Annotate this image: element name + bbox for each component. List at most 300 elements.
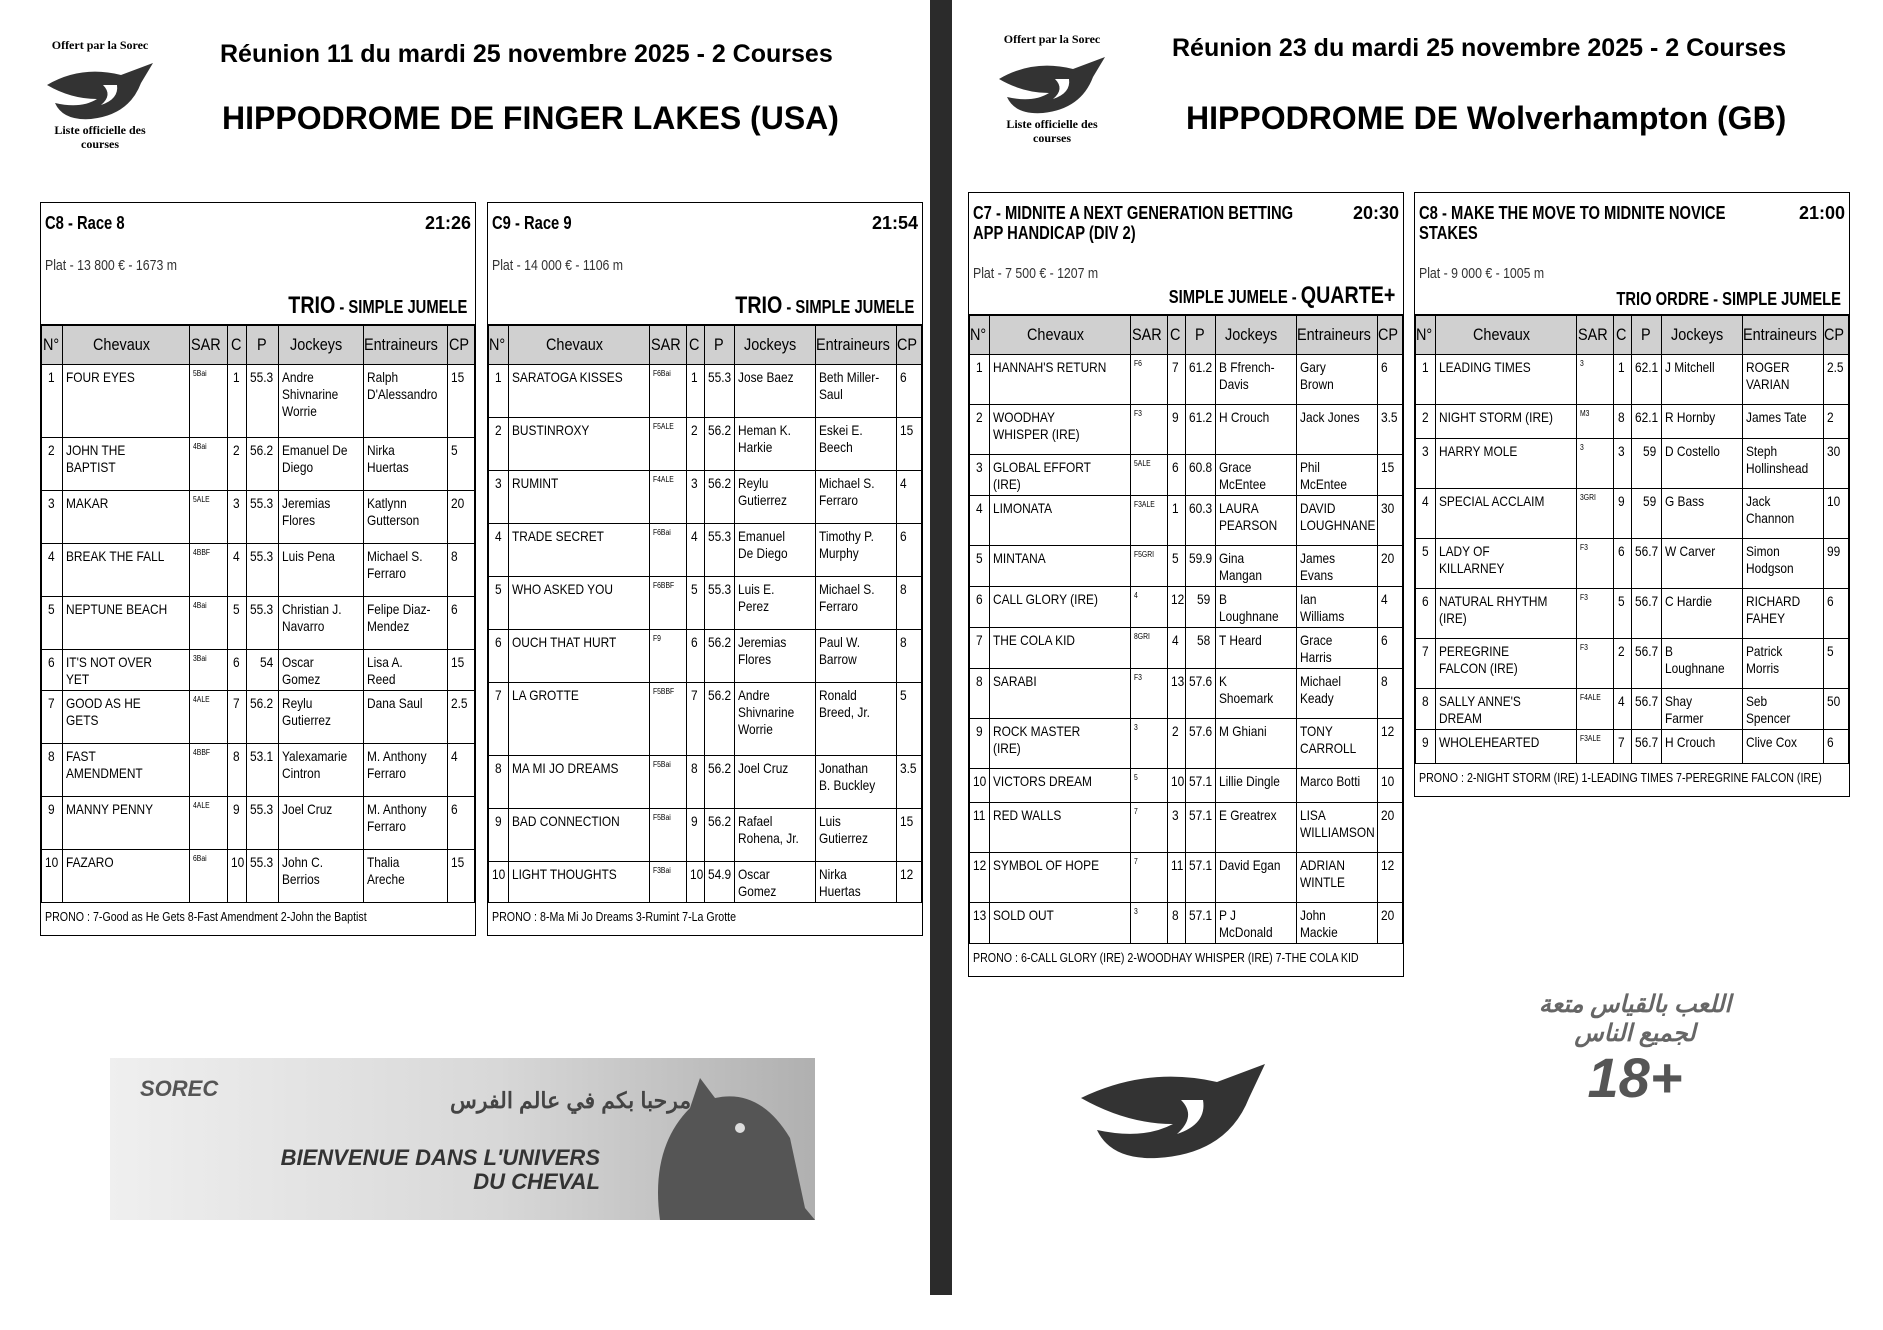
col-cote: 6 <box>1377 628 1402 669</box>
col-num: 8 <box>42 744 63 797</box>
sorec-mark-icon <box>1077 1058 1269 1160</box>
col-trainer: Nirka Huertas <box>815 862 896 903</box>
col-sar: 6Bai <box>190 850 228 903</box>
col-sar: 8GRI <box>1131 628 1167 669</box>
col-trainer: Seb Spencer <box>1742 689 1823 730</box>
col-horse: LADY OF KILLARNEY <box>1436 539 1577 589</box>
bet-type-secondary: - SIMPLE JUMELE <box>334 297 467 317</box>
col-jockey: Gina Mangan <box>1216 546 1297 587</box>
table-row <box>970 455 1403 496</box>
col-sar: 3 <box>1131 719 1167 769</box>
table-row <box>970 405 1403 455</box>
col-corde: 10 <box>686 862 704 903</box>
col-corde-header: C <box>1167 316 1185 355</box>
col-corde: 4 <box>1167 628 1185 669</box>
col-corde: 3 <box>228 491 247 544</box>
col-cote: 5 <box>1823 639 1848 689</box>
bet-type-secondary: QUARTE+ <box>1300 282 1395 309</box>
col-poids: 55.3 <box>247 491 279 544</box>
col-jockey: Andre Shivnarine Worrie <box>279 365 364 438</box>
col-cote: 10 <box>1377 769 1402 803</box>
race-header <box>41 203 475 325</box>
col-jockey: Yalexamarie Cintron <box>279 744 364 797</box>
col-poids: 56.7 <box>1631 539 1661 589</box>
race-card-c8-finger-lakes <box>40 202 476 936</box>
col-num: 11 <box>970 803 990 853</box>
col-num: 1 <box>42 365 63 438</box>
reunion-title-left: Réunion 11 du mardi 25 novembre 2025 - 2 Courses <box>220 40 833 68</box>
col-horse: FOUR EYES <box>63 365 190 438</box>
col-poids: 56.2 <box>704 809 734 862</box>
sorec-welcome-banner <box>110 1058 815 1220</box>
col-poids: 61.2 <box>1185 405 1215 455</box>
col-trainer: LISA WILLIAMSON <box>1296 803 1377 853</box>
table-header-row <box>489 326 922 365</box>
banner-brand: SOREC <box>140 1076 219 1101</box>
col-num-header: N° <box>489 326 509 365</box>
col-sar: F5BBF <box>650 683 686 756</box>
race-bet-types <box>1616 289 1841 310</box>
col-jockey: Reylu Gutierrez <box>279 691 364 744</box>
race-card-c9-finger-lakes <box>487 202 923 936</box>
col-corde: 8 <box>1167 903 1185 944</box>
col-corde-header: C <box>228 326 247 365</box>
table-row <box>42 491 475 544</box>
race-conditions: Plat - 7 500 € - 1207 m <box>973 265 1099 282</box>
col-jockey: Rafael Rohena, Jr. <box>735 809 816 862</box>
col-poids: 59.9 <box>1185 546 1215 587</box>
col-jockey-header: Jockeys <box>735 326 816 365</box>
col-trainer-header: Entraineurs <box>1742 316 1823 355</box>
col-jockey: Christian J. Navarro <box>279 597 364 650</box>
col-corde: 4 <box>686 524 704 577</box>
col-poids: 59 <box>1631 439 1661 489</box>
race-time: 21:54 <box>871 213 918 233</box>
col-corde: 9 <box>228 797 247 850</box>
col-jockey: B Loughnane <box>1216 587 1297 628</box>
col-cote: 3.5 <box>1377 405 1402 455</box>
col-corde: 5 <box>228 597 247 650</box>
table-row <box>970 587 1403 628</box>
col-num: 7 <box>489 683 509 756</box>
col-sar: F9 <box>650 630 686 683</box>
col-jockey: P J McDonald <box>1216 903 1297 944</box>
race-prono: PRONO : 7-Good as He Gets 8-Fast Amendment 2-John the Baptist <box>45 909 367 924</box>
race-title: C9 - Race 9 <box>492 213 572 233</box>
col-cote: 20 <box>448 491 475 544</box>
col-corde: 8 <box>1613 405 1631 439</box>
col-jockey: C Hardie <box>1662 589 1743 639</box>
col-sar: 7 <box>1131 803 1167 853</box>
col-horse-header: Chevaux <box>509 326 650 365</box>
col-poids: 56.2 <box>704 630 734 683</box>
col-trainer: DAVID LOUGHNANE <box>1296 496 1377 546</box>
col-sar-header: SAR <box>1131 316 1167 355</box>
sorec-logo-left <box>40 38 160 158</box>
col-cote: 20 <box>1377 546 1402 587</box>
col-horse: SARABI <box>990 669 1131 719</box>
col-horse: SYMBOL OF HOPE <box>990 853 1131 903</box>
col-horse: NEPTUNE BEACH <box>63 597 190 650</box>
col-trainer: Lisa A. Reed <box>363 650 448 691</box>
col-trainer: Jack Jones <box>1296 405 1377 455</box>
col-corde: 6 <box>1613 539 1631 589</box>
table-row <box>970 903 1403 944</box>
col-sar: 3 <box>1577 439 1613 489</box>
table-row <box>1416 689 1849 730</box>
table-row <box>970 355 1403 405</box>
col-jockey: T Heard <box>1216 628 1297 669</box>
col-poids: 56.7 <box>1631 689 1661 730</box>
col-sar-header: SAR <box>1577 316 1613 355</box>
table-row <box>42 691 475 744</box>
col-sar: 5ALE <box>1131 455 1167 496</box>
col-trainer: Clive Cox <box>1742 730 1823 764</box>
col-num: 10 <box>42 850 63 903</box>
col-horse: HANNAH'S RETURN <box>990 355 1131 405</box>
col-horse: THE COLA KID <box>990 628 1131 669</box>
col-jockey: John C. Berrios <box>279 850 364 903</box>
col-cote: 15 <box>448 650 475 691</box>
col-corde: 4 <box>228 544 247 597</box>
col-corde: 2 <box>1167 719 1185 769</box>
col-sar: F3 <box>1131 669 1167 719</box>
col-num-header: N° <box>1416 316 1436 355</box>
col-horse: BREAK THE FALL <box>63 544 190 597</box>
runners-table <box>488 325 922 903</box>
col-horse: WHOLEHEARTED <box>1436 730 1577 764</box>
col-horse: SPECIAL ACCLAIM <box>1436 489 1577 539</box>
col-cote: 15 <box>448 850 475 903</box>
col-poids: 57.1 <box>1185 903 1215 944</box>
col-jockey: K Shoemark <box>1216 669 1297 719</box>
col-cote: 8 <box>896 577 921 630</box>
col-poids: 62.1 <box>1631 405 1661 439</box>
col-sar: 4Bai <box>190 438 228 491</box>
table-row <box>42 544 475 597</box>
col-trainer: Ronald Breed, Jr. <box>815 683 896 756</box>
col-num: 2 <box>489 418 509 471</box>
col-poids: 56.2 <box>704 683 734 756</box>
col-trainer: Jonathan B. Buckley <box>815 756 896 809</box>
col-jockey: G Bass <box>1662 489 1743 539</box>
col-trainer: John Mackie <box>1296 903 1377 944</box>
col-poids: 58 <box>1185 628 1215 669</box>
col-poids: 53.1 <box>247 744 279 797</box>
race-conditions: Plat - 14 000 € - 1106 m <box>492 257 624 274</box>
col-trainer: Michael S. Ferraro <box>363 544 448 597</box>
runners-table <box>969 315 1403 944</box>
col-poids: 56.2 <box>704 756 734 809</box>
col-sar: F4ALE <box>650 471 686 524</box>
table-row <box>1416 405 1849 439</box>
col-num: 10 <box>970 769 990 803</box>
col-trainer: TONY CARROLL <box>1296 719 1377 769</box>
col-horse: LIMONATA <box>990 496 1131 546</box>
col-trainer: Ian Williams <box>1296 587 1377 628</box>
col-sar: F3 <box>1577 539 1613 589</box>
col-horse: SOLD OUT <box>990 903 1131 944</box>
col-horse: OUCH THAT HURT <box>509 630 650 683</box>
col-trainer: Michael Keady <box>1296 669 1377 719</box>
col-jockey: H Crouch <box>1662 730 1743 764</box>
col-sar: 4ALE <box>190 691 228 744</box>
col-num: 7 <box>42 691 63 744</box>
table-row <box>970 769 1403 803</box>
col-horse: NIGHT STORM (IRE) <box>1436 405 1577 439</box>
col-jockey: B Ffrench-Davis <box>1216 355 1297 405</box>
col-corde: 2 <box>228 438 247 491</box>
col-cote: 6 <box>1823 589 1848 639</box>
col-num: 4 <box>970 496 990 546</box>
col-poids: 60.8 <box>1185 455 1215 496</box>
col-corde-header: C <box>1613 316 1631 355</box>
col-poids: 56.2 <box>704 471 734 524</box>
col-trainer: Gary Brown <box>1296 355 1377 405</box>
col-jockey: Shay Farmer <box>1662 689 1743 730</box>
race-prono: PRONO : 2-NIGHT STORM (IRE) 1-LEADING TIMES 7-PEREGRINE FALCON (IRE) <box>1419 770 1822 785</box>
col-sar: F5ALE <box>650 418 686 471</box>
col-jockey: M Ghiani <box>1216 719 1297 769</box>
col-trainer-header: Entraineurs <box>363 326 448 365</box>
col-jockey: Lillie Dingle <box>1216 769 1297 803</box>
col-poids: 56.7 <box>1631 730 1661 764</box>
col-cote: 6 <box>1823 730 1848 764</box>
race-time: 21:00 <box>1798 203 1845 223</box>
col-poids: 55.3 <box>247 797 279 850</box>
col-num: 2 <box>1416 405 1436 439</box>
race-bet-types <box>1168 282 1395 310</box>
col-corde: 9 <box>1613 489 1631 539</box>
col-cote: 15 <box>1377 455 1402 496</box>
col-sar: F5Bai <box>650 756 686 809</box>
col-num: 2 <box>42 438 63 491</box>
table-row <box>42 744 475 797</box>
col-cote: 20 <box>1377 803 1402 853</box>
col-corde: 3 <box>1167 803 1185 853</box>
col-corde: 4 <box>1613 689 1631 730</box>
race-prono: PRONO : 6-CALL GLORY (IRE) 2-WOODHAY WHISPER (IRE) 7-THE COLA KID <box>973 950 1359 965</box>
col-poids: 55.3 <box>704 524 734 577</box>
table-row <box>970 719 1403 769</box>
col-cote: 99 <box>1823 539 1848 589</box>
col-jockey: W Carver <box>1662 539 1743 589</box>
bet-type-primary: TRIO <box>734 292 782 319</box>
col-cote: 8 <box>1377 669 1402 719</box>
col-cote: 15 <box>448 365 475 438</box>
age-notice-arabic: اللعب بالقياس متعة لجميع الناس <box>1538 991 1732 1047</box>
table-row <box>489 683 922 756</box>
col-cote: 6 <box>896 365 921 418</box>
col-trainer: Simon Hodgson <box>1742 539 1823 589</box>
col-num: 6 <box>489 630 509 683</box>
col-trainer: Michael S. Ferraro <box>815 471 896 524</box>
col-sar-header: SAR <box>190 326 228 365</box>
col-cote: 4 <box>448 744 475 797</box>
col-horse: MANNY PENNY <box>63 797 190 850</box>
col-poids: 56.2 <box>704 418 734 471</box>
col-horse: ROCK MASTER (IRE) <box>990 719 1131 769</box>
col-sar: F3ALE <box>1577 730 1613 764</box>
col-trainer: Grace Harris <box>1296 628 1377 669</box>
col-cote: 4 <box>896 471 921 524</box>
col-num: 5 <box>970 546 990 587</box>
col-poids: 57.1 <box>1185 853 1215 903</box>
col-jockey-header: Jockeys <box>1216 316 1297 355</box>
table-row <box>489 577 922 630</box>
col-horse: VICTORS DREAM <box>990 769 1131 803</box>
col-num: 9 <box>1416 730 1436 764</box>
col-corde: 1 <box>686 365 704 418</box>
col-jockey: D Costello <box>1662 439 1743 489</box>
table-row <box>1416 539 1849 589</box>
col-trainer: Dana Saul <box>363 691 448 744</box>
col-num: 6 <box>1416 589 1436 639</box>
col-num: 9 <box>489 809 509 862</box>
col-sar: F4ALE <box>1577 689 1613 730</box>
col-corde: 7 <box>1613 730 1631 764</box>
col-cote: 15 <box>896 418 921 471</box>
age-18-badge: 18+ <box>1587 1046 1683 1109</box>
col-corde: 7 <box>228 691 247 744</box>
race-card-c7-wolverhampton <box>968 192 1404 977</box>
table-row <box>970 669 1403 719</box>
col-sar-header: SAR <box>650 326 686 365</box>
col-trainer: Timothy P. Murphy <box>815 524 896 577</box>
col-trainer: James Evans <box>1296 546 1377 587</box>
race-card-c8-wolverhampton <box>1414 192 1850 797</box>
col-poids: 59 <box>1631 489 1661 539</box>
col-jockey: J Mitchell <box>1662 355 1743 405</box>
runners-table <box>41 325 475 903</box>
col-corde: 7 <box>686 683 704 756</box>
col-trainer: M. Anthony Ferraro <box>363 744 448 797</box>
col-sar: 7 <box>1131 853 1167 903</box>
col-cote: 20 <box>1377 903 1402 944</box>
col-sar: 4BBF <box>190 544 228 597</box>
col-corde: 6 <box>1167 455 1185 496</box>
col-num: 5 <box>1416 539 1436 589</box>
col-num: 10 <box>489 862 509 903</box>
table-row <box>970 628 1403 669</box>
col-sar: F6Bai <box>650 365 686 418</box>
col-sar: 5 <box>1131 769 1167 803</box>
col-corde: 13 <box>1167 669 1185 719</box>
col-num: 5 <box>489 577 509 630</box>
col-jockey: Jeremias Flores <box>735 630 816 683</box>
table-row <box>489 630 922 683</box>
col-horse: BAD CONNECTION <box>509 809 650 862</box>
race-prono: PRONO : 8-Ma Mi Jo Dreams 3-Rumint 7-La Grotte <box>492 909 737 924</box>
col-sar: 5Bai <box>190 365 228 438</box>
col-corde: 5 <box>686 577 704 630</box>
col-trainer: RICHARD FAHEY <box>1742 589 1823 639</box>
col-num: 8 <box>970 669 990 719</box>
col-num: 2 <box>970 405 990 455</box>
col-cote: 8 <box>448 544 475 597</box>
col-horse: WHO ASKED YOU <box>509 577 650 630</box>
table-row <box>1416 489 1849 539</box>
col-num: 6 <box>970 587 990 628</box>
col-cote: 10 <box>1823 489 1848 539</box>
col-num: 6 <box>42 650 63 691</box>
col-cote: 3.5 <box>896 756 921 809</box>
col-trainer-header: Entraineurs <box>1296 316 1377 355</box>
table-row <box>1416 355 1849 405</box>
col-corde: 10 <box>1167 769 1185 803</box>
col-num: 4 <box>42 544 63 597</box>
table-row <box>489 809 922 862</box>
col-corde: 6 <box>228 650 247 691</box>
col-horse: TRADE SECRET <box>509 524 650 577</box>
col-corde: 1 <box>1613 355 1631 405</box>
col-jockey: Oscar Gomez <box>735 862 816 903</box>
sorec-logo-right <box>992 32 1112 152</box>
col-jockey: Luis E. Perez <box>735 577 816 630</box>
col-corde: 12 <box>1167 587 1185 628</box>
col-horse: FAST AMENDMENT <box>63 744 190 797</box>
col-poids: 62.1 <box>1631 355 1661 405</box>
col-num: 1 <box>1416 355 1436 405</box>
logo-top-text: Offert par la Sorec <box>1003 32 1101 46</box>
col-num-header: N° <box>970 316 990 355</box>
table-row <box>489 862 922 903</box>
col-cote-header: CP <box>1823 316 1848 355</box>
col-cote: 5 <box>896 683 921 756</box>
col-num: 12 <box>970 853 990 903</box>
col-jockey: Oscar Gomez <box>279 650 364 691</box>
col-horse-header: Chevaux <box>63 326 190 365</box>
table-row <box>42 597 475 650</box>
col-poids: 55.3 <box>247 597 279 650</box>
col-poids: 56.2 <box>247 691 279 744</box>
col-trainer: Paul W. Barrow <box>815 630 896 683</box>
col-trainer: Steph Hollinshead <box>1742 439 1823 489</box>
race-header <box>488 203 922 325</box>
table-row <box>1416 639 1849 689</box>
col-trainer: Katlynn Gutterson <box>363 491 448 544</box>
col-sar: 3 <box>1131 903 1167 944</box>
table-header-row <box>970 316 1403 355</box>
table-row <box>1416 589 1849 639</box>
col-corde-header: C <box>686 326 704 365</box>
col-cote: 30 <box>1377 496 1402 546</box>
col-num: 13 <box>970 903 990 944</box>
col-sar: 4 <box>1131 587 1167 628</box>
col-num: 9 <box>42 797 63 850</box>
logo-top-text: Offert par la Sorec <box>51 38 149 52</box>
race-header <box>1415 193 1849 315</box>
col-cote: 12 <box>1377 853 1402 903</box>
col-horse: BUSTINROXY <box>509 418 650 471</box>
col-poids: 57.6 <box>1185 669 1215 719</box>
col-jockey: Joel Cruz <box>735 756 816 809</box>
col-horse: SALLY ANNE'S DREAM <box>1436 689 1577 730</box>
table-row <box>42 650 475 691</box>
col-cote: 8 <box>896 630 921 683</box>
col-num: 5 <box>42 597 63 650</box>
col-sar: F3ALE <box>1131 496 1167 546</box>
col-poids: 56.7 <box>1631 589 1661 639</box>
col-poids: 57.1 <box>1185 803 1215 853</box>
col-cote-header: CP <box>1377 316 1402 355</box>
table-header-row <box>42 326 475 365</box>
table-row <box>489 418 922 471</box>
col-num: 4 <box>489 524 509 577</box>
bet-type-secondary: - SIMPLE JUMELE <box>781 297 914 317</box>
col-poids: 55.3 <box>247 365 279 438</box>
col-poids: 54.9 <box>704 862 734 903</box>
